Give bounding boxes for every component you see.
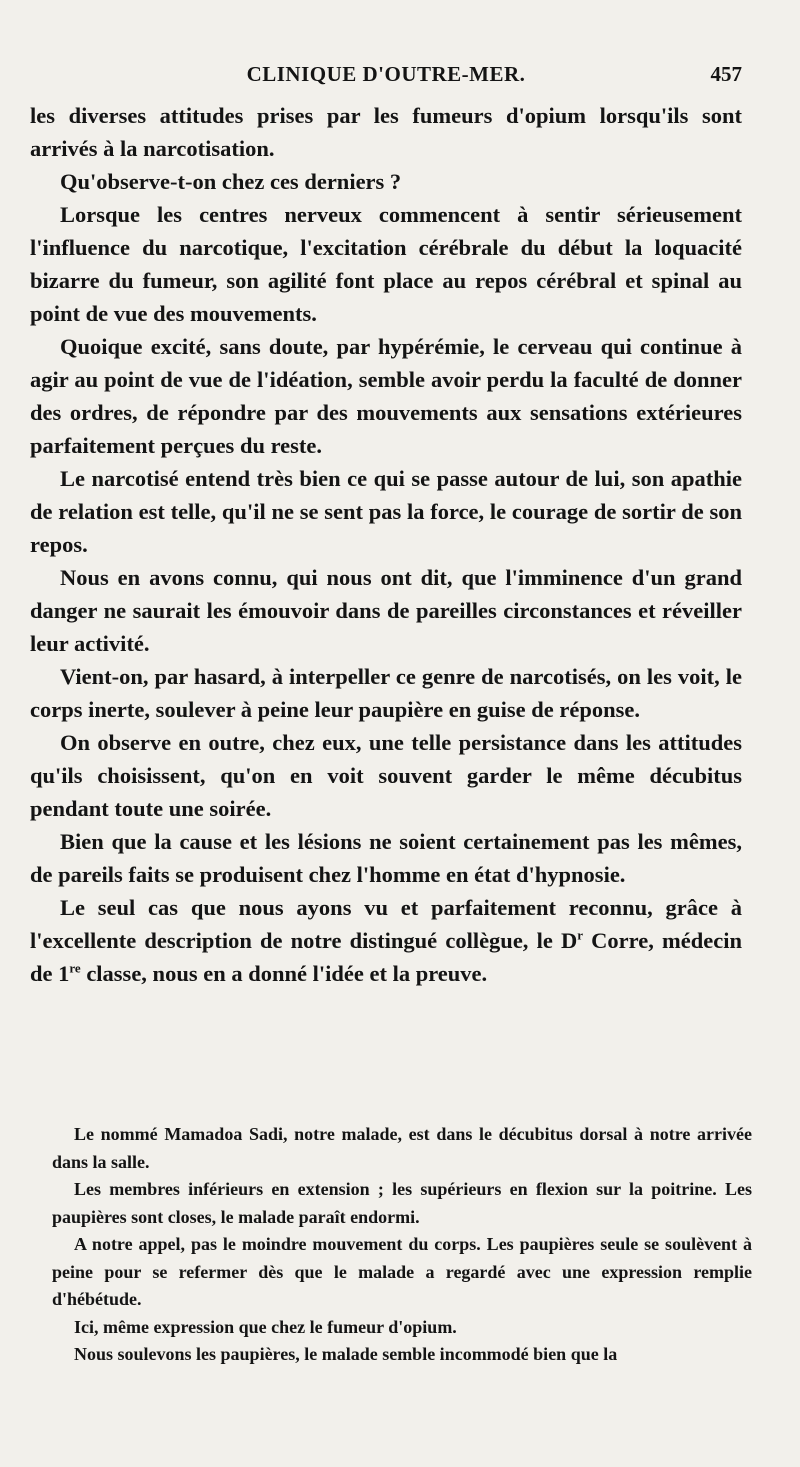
note-paragraph: A notre appel, pas le moindre mouvement du corps. Les paupières seule se soulèvent à peine pour se refermer dès que le malade a regardé avec une expression remplie d'hébétude.: [52, 1234, 752, 1309]
page-number: 457: [710, 62, 742, 86]
note-paragraph: Nous soulevons les paupières, le malade semble incommodé bien que la: [74, 1344, 618, 1364]
note-paragraph: Ici, même expression que chez le fumeur d'opium.: [74, 1316, 457, 1337]
note-paragraph: Le nommé Mamadoa Sadi, notre malade, est dans le décubitus dorsal à notre arrivée dans la salle.: [52, 1124, 752, 1172]
paragraph-part: classe, nous en a donné l'idée et la preuve.: [80, 961, 488, 986]
paragraph: Lorsque les centres nerveux commencent à sentir sérieusement l'influence du narcotique, l'excitation cérébrale du début la loquacité bizarre du fumeur, son agilité font place au repos cérébral et spinal au point de vue des mouvements.: [30, 202, 742, 326]
case-notes: [52, 1121, 752, 1369]
paragraph: les diverses attitudes prises par les fumeurs d'opium lorsqu'ils sont arrivés à la narcotisation.: [30, 103, 742, 161]
note-paragraph: Les membres inférieurs en extension ; les supérieurs en flexion sur la poitrine. Les paupières sont closes, le malade paraît endormi.: [52, 1179, 752, 1227]
superscript: re: [69, 960, 81, 976]
running-head: CLINIQUE D'OUTRE-MER.: [246, 62, 526, 86]
paragraph: Qu'observe-t-on chez ces derniers ?: [60, 169, 402, 194]
main-text: [30, 99, 742, 990]
paragraph: On observe en outre, chez eux, une telle persistance dans les attitudes qu'ils choisissent, qu'on en voit souvent garder le même décubitus pendant toute une soirée.: [30, 730, 742, 821]
paragraph: Quoique excité, sans doute, par hypérémie, le cerveau qui continue à agir au point de vue de l'idéation, semble avoir perdu la faculté de donner des ordres, de répondre par des mouvements aux sensations extérieures parfaitement perçues du reste.: [30, 334, 742, 458]
paragraph: Nous en avons connu, qui nous ont dit, que l'imminence d'un grand danger ne saurait les émouvoir dans de pareilles circonstances et réveiller leur activité.: [30, 565, 742, 656]
paragraph: Le narcotisé entend très bien ce qui se passe autour de lui, son apathie de relation est telle, qu'il ne se sent pas la force, le courage de sortir de son repos.: [30, 466, 742, 557]
paragraph: [30, 891, 742, 990]
paragraph-part: Corre, médecin de 1: [30, 928, 742, 986]
paragraph: Bien que la cause et les lésions ne soient certainement pas les mêmes, de pareils faits se produisent chez l'homme en état d'hypnosie.: [30, 829, 742, 887]
page-header: [30, 62, 742, 92]
superscript: r: [577, 927, 584, 943]
paragraph-part: Le seul cas que nous ayons vu et parfaitement reconnu, grâce à l'excellente description de notre distingué collègue, le D: [30, 895, 742, 953]
paragraph: Vient-on, par hasard, à interpeller ce genre de narcotisés, on les voit, le corps inerte, soulever à peine leur paupière en guise de réponse.: [30, 664, 742, 722]
